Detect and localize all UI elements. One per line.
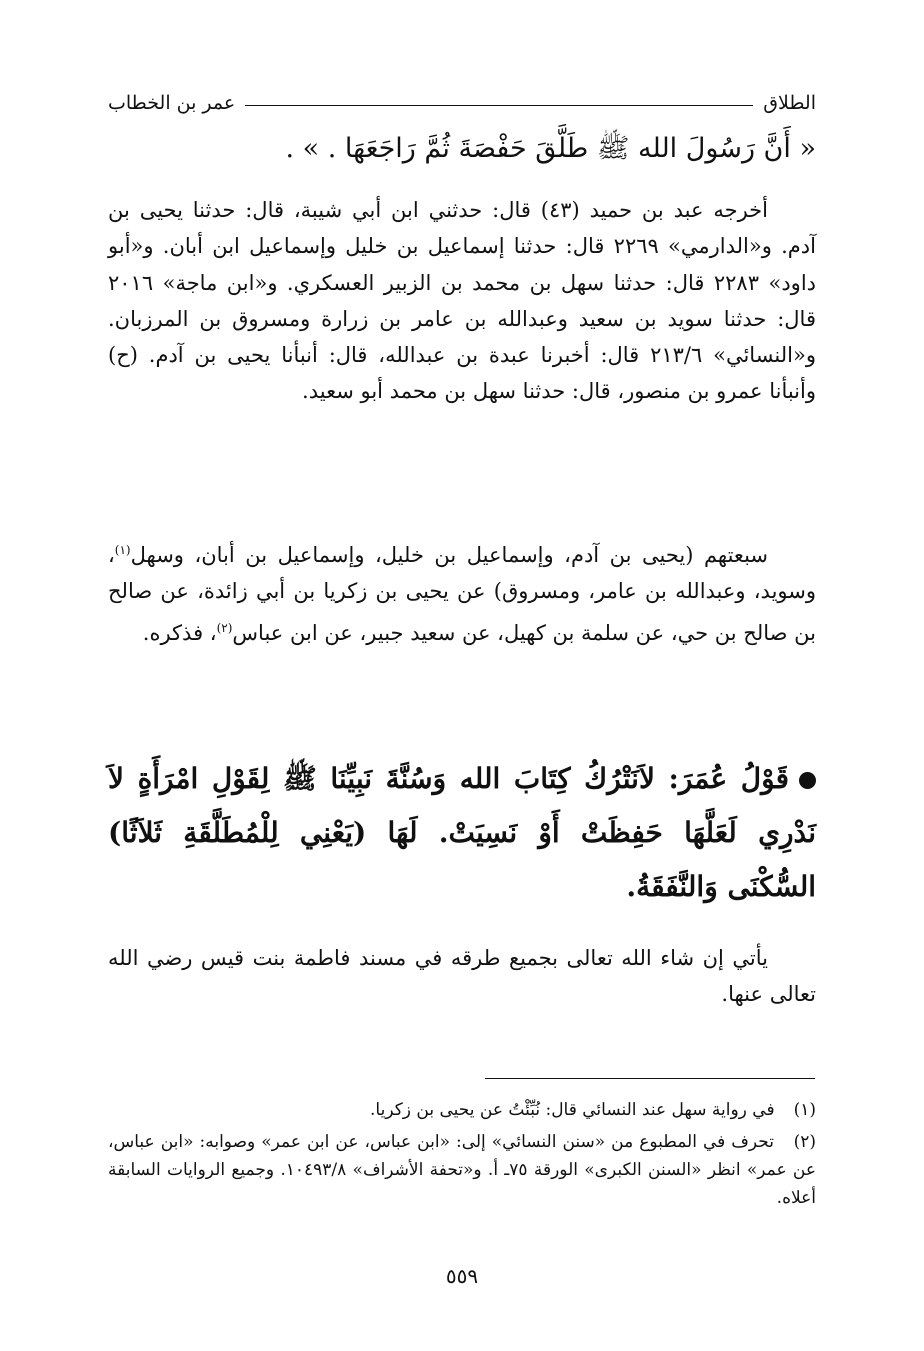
footnote-ref-2: (٢) — [216, 620, 233, 635]
running-header — [108, 88, 816, 118]
footnote-1 — [108, 1096, 816, 1124]
footnote-2 — [108, 1128, 816, 1212]
footnote-separator — [485, 1078, 815, 1079]
footnote-text: في رواية سهل عند النسائي قال: نُبِّئْتُ عن يحيى بن زكريا. — [370, 1100, 775, 1120]
hadith-quote: « أَنَّ رَسُولَ الله ﷺ طَلَّقَ حَفْصَةَ ثُمَّ رَاجَعَهَا . » . — [285, 133, 816, 164]
isnad-paragraph — [108, 532, 816, 651]
header-section: عمر بن الخطاب — [108, 92, 236, 114]
footnote-number: (٢) — [793, 1132, 816, 1152]
isnad-part-3: ، فذكره. — [142, 620, 217, 645]
isnad-text — [108, 532, 816, 651]
footnote-number: (١) — [793, 1100, 816, 1120]
umar-saying — [108, 752, 816, 914]
saying-text: قَوْلُ عُمَرَ: لاَنَتْرُكُ كِتَابَ الله وَسُنَّةَ نَبِيِّنَا ﷺ لِقَوْلِ امْرَأَةٍ لاَ نَدْرِي لَعَلَّهَا حَفِظَتْ أَوْ نَسِيَتْ. لَهَا (يَعْنِي لِلْمُطَلَّقَةِ ثَلاَثًا) السُّكْنَى وَالنَّفَقَةُ. — [108, 762, 816, 903]
header-chapter: الطلاق — [763, 92, 816, 114]
isnad-part-2: ، وسويد، وعبدالله بن عامر، ومسروق) عن يحيى بن زكريا بن أبي زائدة، عن صالح بن صالح بن حي، عن سلمة بن كهيل، عن سعيد جبير، عن ابن عباس — [108, 543, 816, 645]
isnad-part-1: سبعتهم (يحيى بن آدم، وإسماعيل بن خليل، وإسماعيل بن أبان، وسهل — [130, 543, 768, 567]
takhrij-paragraph — [108, 192, 816, 410]
takhrij-text: أخرجه عبد بن حميد (٤٣) قال: حدثني ابن أبي شيبة، قال: حدثنا يحيى بن آدم. و«الدارمي» ٢٢٦٩ قال: حدثنا إسماعيل بن خليل وإسماعيل ابن أبان. و«أبو داود» ٢٢٨٣ قال: حدثنا سهل بن محمد بن الزبير العسكري. و«ابن ماجة» ٢٠١٦ قال: حدثنا سويد بن سعيد وعبدالله بن عامر بن زرارة ومسروق بن المرزبان. و«النسائي» ٢١٣/٦ قال: أخبرنا عبدة بن عبدالله، قال: أنبأنا يحيى بن آدم. (ح) وأنبأنا عمرو بن منصور، قال: حدثنا سهل بن محمد أبو سعيد. — [108, 198, 817, 404]
footnote-ref-1: (١) — [114, 543, 131, 557]
cross-reference-paragraph — [108, 940, 816, 1013]
bullet-dot-icon — [799, 772, 816, 789]
cross-reference-text: يأتي إن شاء الله تعالى بجميع طرقه في مسند فاطمة بنت قيس رضي الله تعالى عنها. — [108, 946, 816, 1007]
footnotes — [108, 1096, 816, 1216]
footnote-text: تحرف في المطبوع من «سنن النسائي» إلى: «ابن عباس، عن ابن عمر» وصوابه: «ابن عباس، عن عمر» انظر «السنن الكبرى» الورقة ٧٥ـ أ. و«تحفة الأشراف» ١٠٤٩٣/٨. وجميع الروايات السابقة أعلاه. — [108, 1132, 816, 1208]
header-rule — [245, 105, 753, 106]
page-number: ٥٥٩ — [445, 1264, 479, 1288]
